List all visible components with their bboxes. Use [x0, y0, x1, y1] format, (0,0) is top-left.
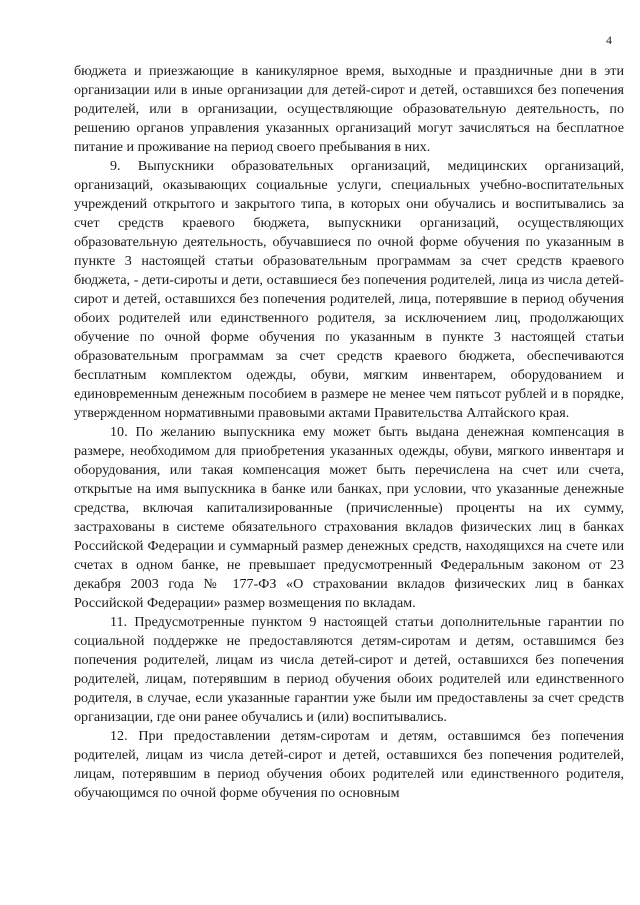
page-number: 4 [606, 33, 612, 47]
paragraph-item-11: 11. Предусмотренные пунктом 9 настоящей статьи дополнительные гарантии по социальной поддержке не предоставляются детям-сиротам и детям, оставшимся без попечения родителей, лицам из числа детей-сирот и детей, оставшихся без попечения родителей, лицам, потерявшим в период обучения обоих родителей или единственного родителя, в случае, если указанные гарантии уже были им предоставлены за счет средств организации, где они ранее обучались и (или) воспитывались. [74, 614, 624, 725]
document-body [74, 62, 624, 803]
paragraph-item-10: 10. По желанию выпускника ему может быть выдана денежная компенсация в размере, необходимом для приобретения указанных одежды, обуви, мягкого инвентаря и оборудования, или такая компенсация может быть перечислена на счет или счета, открытые на имя выпускника в банке или банках, при условии, что указанные денежные средства, включая капитализированные (причисленные) проценты на их сумму, застрахованы в системе обязательного страхования вкладов физических лиц в банках Российской Федерации и суммарный размер денежных средств, находящихся на счете или счетах в одном банке, не превышает предусмотренный Федеральным законом от 23 декабря 2003 года № 177-ФЗ «О страховании вкладов физических лиц в банках Российской Федерации» размер возмещения по вкладам. [74, 424, 624, 611]
paragraph-item-12: 12. При предоставлении детям-сиротам и детям, оставшимся без попечения родителей, лицам из числа детей-сирот и детей, оставшихся без попечения родителей, лицам, потерявшим в период обучения обоих родителей или единственного родителя, обучающимся по очной форме обучения по основным [74, 728, 624, 801]
paragraph-continuation: бюджета и приезжающие в каникулярное время, выходные и праздничные дни в эти организации или в иные организации для детей-сирот и детей, оставшихся без попечения родителей, или в организации, осуществляющие образовательную деятельность, по решению органов управления указанных организаций могут зачисляться на бесплатное питание и проживание на период своего пребывания в них. [74, 63, 624, 155]
paragraph-item-9: 9. Выпускники образовательных организаций, медицинских организаций, организаций, оказывающих социальные услуги, специальных учебно-воспитательных учреждений открытого и закрытого типа, в которых они обучались и воспитывались за счет средств краевого бюджета, выпускники организаций, осуществляющих образовательную деятельность, обучавшиеся по очной форме обучения по указанным в пункте 3 настоящей статьи образовательным программам за счет средств краевого бюджета, - дети-сироты и дети, оставшиеся без попечения родителей, лица из числа детей-сирот и детей, оставшихся без попечения родителей, лица, потерявшие в период обучения обоих родителей или единственного родителя, за исключением лиц, продолжающих обучение по очной форме обучения по указанным в пункте 3 настоящей статьи образовательным программам за счет средств краевого бюджета, обеспечиваются бесплатным комплектом одежды, обуви, мягким инвентарем, оборудованием и единовременным денежным пособием в размере не менее чем пятьсот рублей и в порядке, утвержденном нормативными правовыми актами Правительства Алтайского края. [74, 158, 624, 421]
